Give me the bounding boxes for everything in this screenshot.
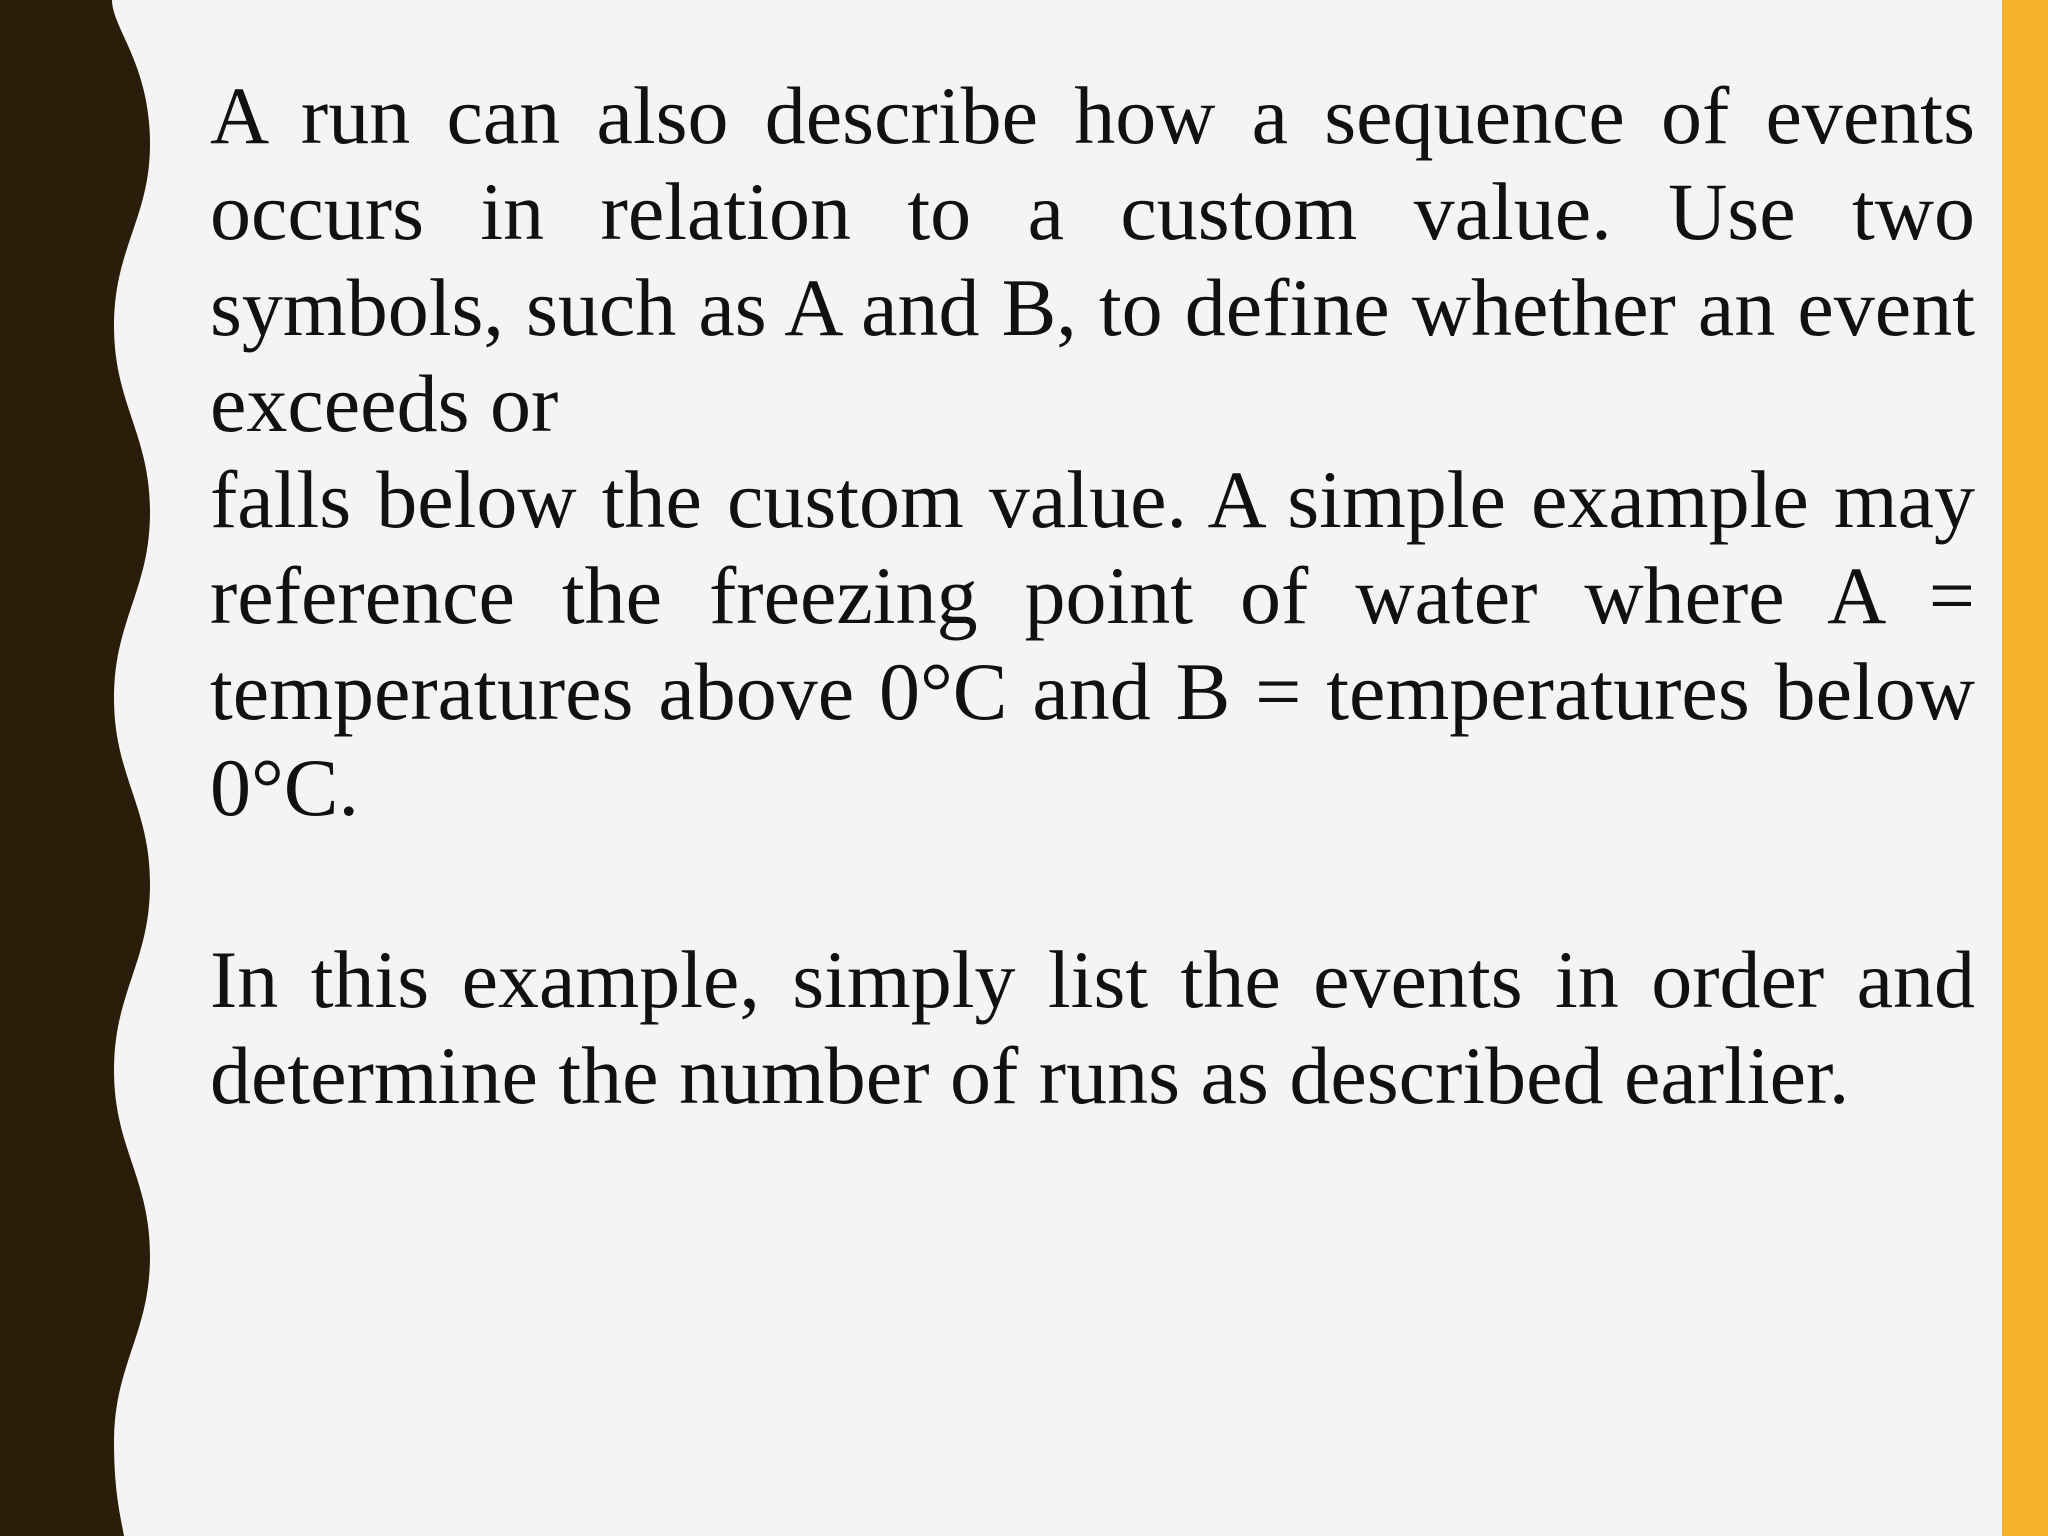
accent-bar <box>2002 0 2048 1536</box>
slide-body <box>210 68 1975 1124</box>
wavy-edge-shape <box>0 0 150 1536</box>
paragraph-list-events: In this example, simply list the events in order and determine the number of runs as described earlier. <box>210 934 1975 1121</box>
wavy-edge-decoration <box>0 0 170 1536</box>
paragraph-runs-custom-value: A run can also describe how a sequence of events occurs in relation to a custom value. Use two symbols, such as A and B, to define whether an event exceeds or falls below the custom value. A simple example may reference the freezing point of water where A = temperatures above 0°C and B = temperatures below 0°C. <box>210 70 1975 833</box>
accent-bar-fill <box>2002 0 2048 1536</box>
